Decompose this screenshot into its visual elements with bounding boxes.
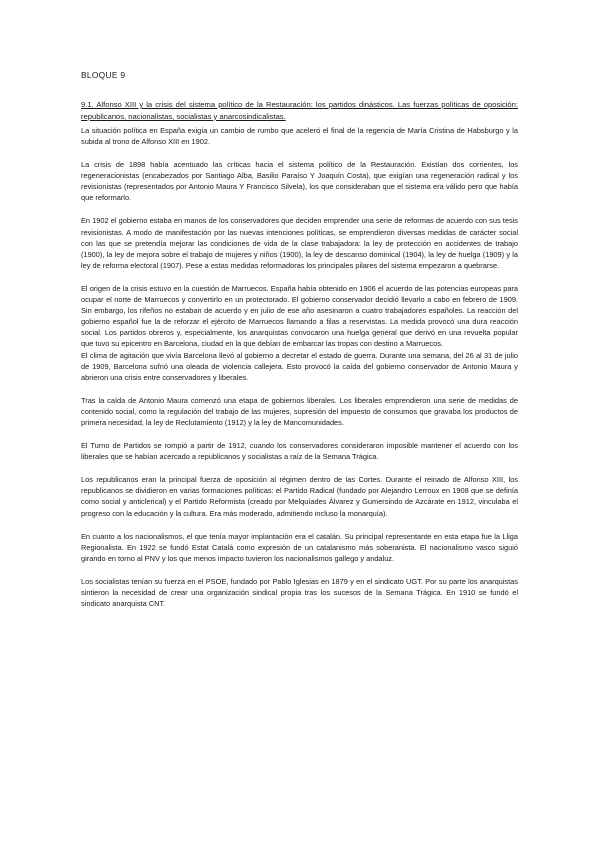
- document-body: [81, 70, 518, 609]
- paragraph: El Turno de Partidos se rompió a partir de 1912, cuando los conservadores consideraron imposible mantener el acuerdo con los liberales que se habían acercado a republicanos y socialistas a raíz de la Semana Trágica.: [81, 441, 518, 462]
- paragraph: El clima de agitación que vivía Barcelona llevó al gobierno a decretar el estado de guerra. Durante una semana, del 26 al 31 de julio de 1909, Barcelona sufrió una oleada de violencia callejera. Esto provocó la caída del gobierno conservador de Antonio Maura y abrieron una crisis entre conservadores y liberales.: [81, 350, 518, 383]
- paragraph: El origen de la crisis estuvo en la cuestión de Marruecos. España había obtenido en 1906 el acuerdo de las potencias europeas para ocupar el norte de Marruecos y convertirlo en un protectorado. El gobierno conservador decidió llevarlo a cabo en febrero de 1909. Sin embargo, los rifeños no estaban de acuerdo y en julio de ese año asesinaron a cuatro trabajadores españoles. La reacción del gobierno español fue la de reforzar el ejército de Marruecos llamando a filas a reservistas. La medida provocó una dura reacción social. Los partidos obreros y, especialmente, los anarquistas convocaron una huelga general que derivó en una revuelta popular que tuvo su epicentro en Barcelona, ciudad en la que debían de embarcar las tropas con destino a Marruecos.: [81, 283, 518, 348]
- paragraph: En 1902 el gobierno estaba en manos de los conservadores que deciden emprender una serie de reformas de acuerdo con sus tesis revisionistas. A modo de manifestación por las nuevas intenciones políticas, se emprendieron diversas medidas de carácter social con las que se pretendía mejorar las condiciones de vida de la clase trabajadora: la ley de protección en accidentes de trabajo (1900), la ley de mejora sobre el trabajo de mujeres y niños (1900), la ley de descanso dominical (1904), la ley de huelga (1909) y la ley de reforma electoral (1907). Pese a estas medidas reformadoras los principales pilares del sistema empezaron a quebrarse.: [81, 216, 518, 270]
- block-title: BLOQUE 9: [81, 70, 126, 80]
- paragraph: Los socialistas tenían su fuerza en el PSOE, fundado por Pablo Iglesias en 1879 y en el sindicato UGT. Por su parte los anarquistas sintieron la necesidad de crear una organización sindical propia tras los sucesos de la Semana Trágica. En 1910 se fundó el sindicato anarquista CNT.: [81, 576, 518, 608]
- paragraph: La situación política en España exigía un cambio de rumbo que aceleró el final de la regencia de María Cristina de Habsburgo y la subida al trono de Alfonso XIII en 1902.: [81, 126, 518, 147]
- paragraph: En cuanto a los nacionalismos, el que tenía mayor implantación era el catalán. Su principal representante en esta etapa fue la Lliga Regionalista. En 1922 se fundó Estat Català como expresión de un catalanismo más soberanista. El nacionalismo vasco siguió girando en torno al PNV y los que menos impacto tuvieron los nacionalismos gallego y andaluz.: [81, 531, 518, 563]
- section-heading: 9.1. Alfonso XIII y la crisis del sistema político de la Restauración: los partidos dinásticos. Las fuerzas políticas de oposición: republicanos, nacionalistas, socialistas y anarcosindicalistas.: [81, 100, 518, 121]
- paragraph: Tras la caída de Antonio Maura comenzó una etapa de gobiernos liberales. Los liberales emprendieron una serie de medidas de contenido social, como la regulación del trabajo de las mujeres, supresión del impuesto de consumos que gravaba los productos de primera necesidad, la ley de Reclutamiento (1912) y la ley de Mancomunidades.: [81, 396, 518, 428]
- paragraph: Los republicanos eran la principal fuerza de oposición al régimen dentro de las Cortes. Durante el reinado de Alfonso XIII, los republicanos se dividieron en varias formaciones políticas: el Partido Radical (fundado por Alejandro Lerroux en 1908 que se definía como social y anticlerical) y el Partido Reformista (creado por Melquíades Álvarez y Gumersindo de Azcárate en 1912, vinculaba el progreso con la educación y la cultura. Era más moderado, admitiendo incluso la monarquía).: [81, 475, 518, 518]
- paragraph: La crisis de 1898 había acentuado las críticas hacia el sistema político de la Restauración. Existían dos corrientes, los regeneracionistas (encabezados por Santiago Alba, Basilio Paraíso Y Joaquín Costa), que exigían una regeneración radical y los revisionistas (representados por Antonio Maura Y Francisco Silvela), los que consideraban que el sistema era válido pero que había que reformarlo.: [81, 160, 518, 203]
